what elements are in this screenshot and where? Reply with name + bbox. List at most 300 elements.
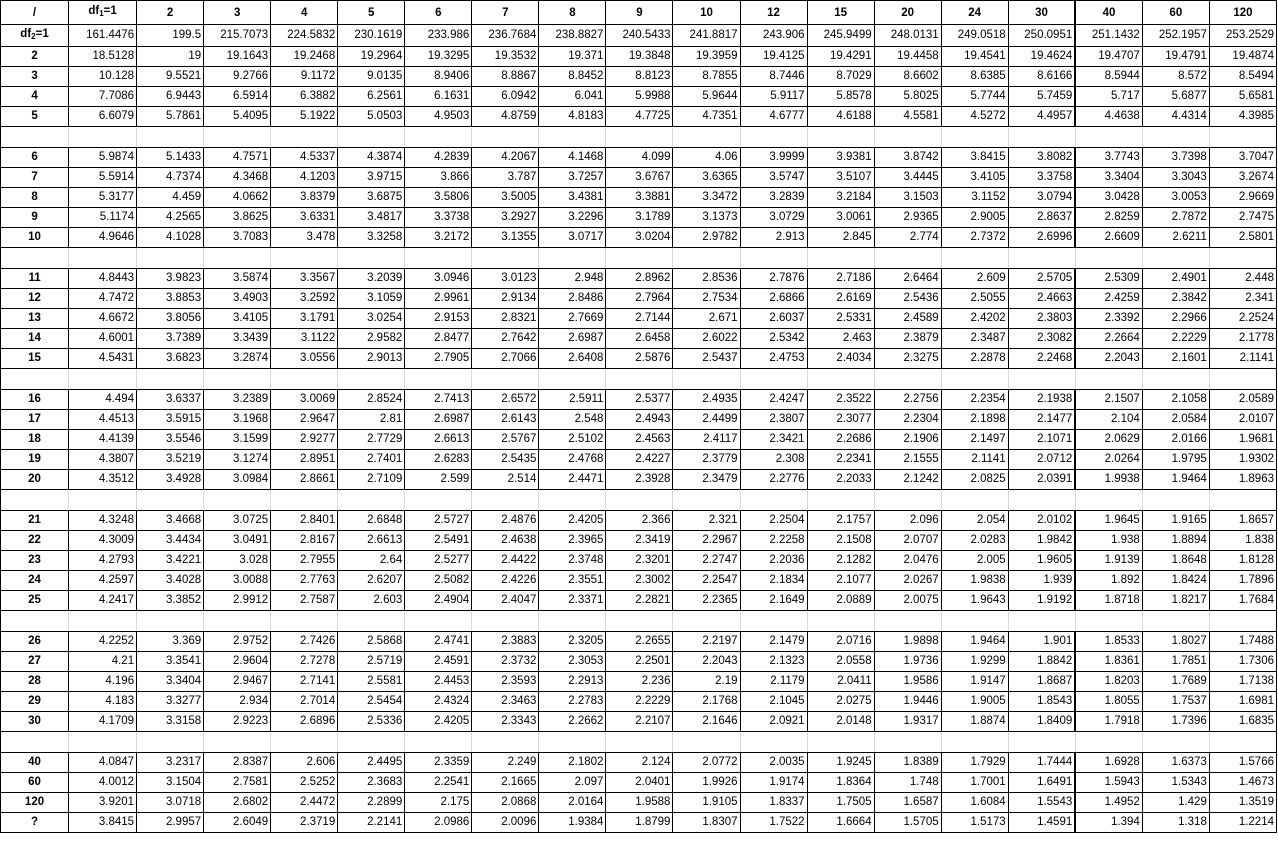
table-cell: 3.4105 bbox=[941, 168, 1008, 188]
table-cell: 1.7505 bbox=[807, 793, 874, 813]
table-cell: 3.3758 bbox=[1008, 168, 1075, 188]
table-cell: 2.5868 bbox=[338, 632, 405, 652]
spacer-cell bbox=[405, 490, 472, 511]
spacer-cell bbox=[1142, 611, 1209, 632]
table-cell: 2.0035 bbox=[740, 753, 807, 773]
table-cell: 2.3479 bbox=[673, 470, 740, 490]
table-cell: 3.0718 bbox=[137, 793, 204, 813]
table-cell: 3.5219 bbox=[137, 450, 204, 470]
table-cell: 2.3842 bbox=[1142, 289, 1209, 309]
table-cell: 2.2686 bbox=[807, 430, 874, 450]
col-header: 9 bbox=[606, 1, 673, 25]
table-cell: 2.4563 bbox=[606, 430, 673, 450]
table-cell: 2.7186 bbox=[807, 269, 874, 289]
table-cell: 2.6022 bbox=[673, 329, 740, 349]
table-cell: 4.2793 bbox=[69, 551, 137, 571]
col-header-first-sub: 1 bbox=[99, 9, 104, 18]
table-cell: 2.609 bbox=[941, 269, 1008, 289]
row-label: 14 bbox=[1, 329, 69, 349]
spacer-cell bbox=[271, 127, 338, 148]
table-row bbox=[1, 25, 1277, 47]
table-cell: 2.6049 bbox=[204, 813, 271, 833]
table-cell: 3.3567 bbox=[271, 269, 338, 289]
table-cell: 2.4768 bbox=[539, 450, 606, 470]
table-cell: 3.3277 bbox=[137, 692, 204, 712]
table-cell: 19.4624 bbox=[1008, 47, 1075, 67]
row-label: 120 bbox=[1, 793, 69, 813]
table-cell: 2.7669 bbox=[539, 309, 606, 329]
table-cell: 2.6609 bbox=[1075, 228, 1142, 248]
spacer-cell bbox=[137, 369, 204, 390]
table-cell: 2.9961 bbox=[405, 289, 472, 309]
table-cell: 2.64 bbox=[338, 551, 405, 571]
spacer-cell bbox=[69, 248, 137, 269]
table-cell: 4.1468 bbox=[539, 148, 606, 168]
table-cell: 2.4638 bbox=[472, 531, 539, 551]
table-cell: 1.9645 bbox=[1075, 511, 1142, 531]
row-label: 9 bbox=[1, 208, 69, 228]
table-cell: 3.2317 bbox=[137, 753, 204, 773]
table-cell: 3.0946 bbox=[405, 269, 472, 289]
table-cell: 2.2033 bbox=[807, 470, 874, 490]
table-cell: 1.6981 bbox=[1209, 692, 1276, 712]
spacer-cell bbox=[673, 248, 740, 269]
table-row bbox=[1, 551, 1277, 571]
table-row bbox=[1, 692, 1277, 712]
row-label: 24 bbox=[1, 571, 69, 591]
table-cell: 3.7398 bbox=[1142, 148, 1209, 168]
table-cell: 1.9588 bbox=[606, 793, 673, 813]
row-label: 3 bbox=[1, 67, 69, 87]
table-cell: 2.1141 bbox=[1209, 349, 1276, 369]
table-cell: 1.9736 bbox=[874, 652, 941, 672]
col-header: 10 bbox=[673, 1, 740, 25]
table-row bbox=[1, 289, 1277, 309]
table-cell: 2.7955 bbox=[271, 551, 338, 571]
table-cell: 3.3472 bbox=[673, 188, 740, 208]
table-cell: 1.6491 bbox=[1008, 773, 1075, 793]
table-cell: 251.1432 bbox=[1075, 25, 1142, 47]
table-cell: 1.8842 bbox=[1008, 652, 1075, 672]
table-cell: 2.2899 bbox=[338, 793, 405, 813]
row-label: ? bbox=[1, 813, 69, 833]
table-cell: 4.7725 bbox=[606, 107, 673, 127]
table-cell: 2.321 bbox=[673, 511, 740, 531]
table-cell: 2.3487 bbox=[941, 329, 1008, 349]
table-cell: 2.4943 bbox=[606, 410, 673, 430]
table-cell: 2.7109 bbox=[338, 470, 405, 490]
row-label-sub: 2 bbox=[31, 32, 36, 41]
table-cell: 2.4499 bbox=[673, 410, 740, 430]
table-row bbox=[1, 632, 1277, 652]
table-cell: 3.1503 bbox=[874, 188, 941, 208]
table-cell: 2.4117 bbox=[673, 430, 740, 450]
table-cell: 3.2927 bbox=[472, 208, 539, 228]
table-cell: 4.7472 bbox=[69, 289, 137, 309]
table-cell: 1.7396 bbox=[1142, 712, 1209, 732]
table-cell: 1.7488 bbox=[1209, 632, 1276, 652]
table-cell: 2.2756 bbox=[874, 390, 941, 410]
table-cell: 8.9406 bbox=[405, 67, 472, 87]
table-cell: 4.494 bbox=[69, 390, 137, 410]
spacer-cell bbox=[1008, 490, 1075, 511]
table-cell: 2.4259 bbox=[1075, 289, 1142, 309]
table-cell: 2.448 bbox=[1209, 269, 1276, 289]
table-cell: 243.906 bbox=[740, 25, 807, 47]
table-cell: 6.3882 bbox=[271, 87, 338, 107]
group-spacer-row bbox=[1, 248, 1277, 269]
table-cell: 2.2504 bbox=[740, 511, 807, 531]
table-cell: 1.8128 bbox=[1209, 551, 1276, 571]
table-cell: 2.606 bbox=[271, 753, 338, 773]
table-cell: 8.5944 bbox=[1075, 67, 1142, 87]
table-cell: 2.4047 bbox=[472, 591, 539, 611]
table-cell: 6.2561 bbox=[338, 87, 405, 107]
table-cell: 2.7401 bbox=[338, 450, 405, 470]
table-cell: 3.3158 bbox=[137, 712, 204, 732]
table-cell: 1.8533 bbox=[1075, 632, 1142, 652]
table-cell: 3.6823 bbox=[137, 349, 204, 369]
table-cell: 1.7896 bbox=[1209, 571, 1276, 591]
spacer-cell bbox=[69, 732, 137, 753]
spacer-cell bbox=[539, 490, 606, 511]
table-cell: 215.7073 bbox=[204, 25, 271, 47]
table-cell: 2.2141 bbox=[338, 813, 405, 833]
table-cell: 4.4513 bbox=[69, 410, 137, 430]
table-cell: 4.5272 bbox=[941, 107, 1008, 127]
table-cell: 1.9643 bbox=[941, 591, 1008, 611]
table-cell: 3.1274 bbox=[204, 450, 271, 470]
spacer-cell bbox=[807, 248, 874, 269]
table-cell: 2.7014 bbox=[271, 692, 338, 712]
table-cell: 3.6767 bbox=[606, 168, 673, 188]
spacer-cell bbox=[941, 127, 1008, 148]
table-cell: 3.478 bbox=[271, 228, 338, 248]
row-label: 10 bbox=[1, 228, 69, 248]
table-cell: 2.8951 bbox=[271, 450, 338, 470]
table-cell: 10.128 bbox=[69, 67, 137, 87]
table-cell: 3.3738 bbox=[405, 208, 472, 228]
table-row bbox=[1, 591, 1277, 611]
spacer-cell bbox=[874, 490, 941, 511]
table-cell: 1.7138 bbox=[1209, 672, 1276, 692]
table-cell: 3.7047 bbox=[1209, 148, 1276, 168]
table-cell: 3.3852 bbox=[137, 591, 204, 611]
table-cell: 3.1504 bbox=[137, 773, 204, 793]
spacer-cell bbox=[874, 127, 941, 148]
table-row bbox=[1, 571, 1277, 591]
table-cell: 4.7374 bbox=[137, 168, 204, 188]
spacer-cell bbox=[606, 490, 673, 511]
table-cell: 1.8307 bbox=[673, 813, 740, 833]
table-cell: 2.1649 bbox=[740, 591, 807, 611]
table-cell: 224.5832 bbox=[271, 25, 338, 47]
spacer-cell bbox=[405, 369, 472, 390]
table-cell: 7.7086 bbox=[69, 87, 137, 107]
spacer-cell bbox=[472, 369, 539, 390]
table-cell: 5.7459 bbox=[1008, 87, 1075, 107]
spacer-cell bbox=[204, 611, 271, 632]
table-row bbox=[1, 228, 1277, 248]
table-cell: 1.8217 bbox=[1142, 591, 1209, 611]
table-cell: 19.371 bbox=[539, 47, 606, 67]
table-cell: 1.7306 bbox=[1209, 652, 1276, 672]
table-cell: 1.9165 bbox=[1142, 511, 1209, 531]
table-cell: 4.8443 bbox=[69, 269, 137, 289]
table-cell: 2.6458 bbox=[606, 329, 673, 349]
table-cell: 2.3522 bbox=[807, 390, 874, 410]
table-cell: 3.3258 bbox=[338, 228, 405, 248]
table-cell: 2.5581 bbox=[338, 672, 405, 692]
table-cell: 1.7918 bbox=[1075, 712, 1142, 732]
table-cell: 3.2592 bbox=[271, 289, 338, 309]
table-cell: 1.9302 bbox=[1209, 450, 1276, 470]
table-cell: 3.2839 bbox=[740, 188, 807, 208]
spacer-cell bbox=[204, 732, 271, 753]
table-cell: 5.7744 bbox=[941, 87, 1008, 107]
table-cell: 1.8409 bbox=[1008, 712, 1075, 732]
table-cell: 2.1768 bbox=[673, 692, 740, 712]
table-cell: 2.2655 bbox=[606, 632, 673, 652]
col-header-first-prefix: df bbox=[88, 5, 100, 17]
table-cell: 2.6211 bbox=[1142, 228, 1209, 248]
table-cell: 1.6587 bbox=[874, 793, 941, 813]
table-cell: 2.1179 bbox=[740, 672, 807, 692]
table-cell: 4.6672 bbox=[69, 309, 137, 329]
col-header: 120 bbox=[1209, 1, 1276, 25]
table-cell: 5.9117 bbox=[740, 87, 807, 107]
table-cell: 2.1071 bbox=[1008, 430, 1075, 450]
table-cell: 161.4476 bbox=[69, 25, 137, 47]
row-label: 26 bbox=[1, 632, 69, 652]
table-cell: 1.9605 bbox=[1008, 551, 1075, 571]
table-cell: 2.5801 bbox=[1209, 228, 1276, 248]
table-cell: 2.1906 bbox=[874, 430, 941, 450]
table-cell: 5.5914 bbox=[69, 168, 137, 188]
table-cell: 2.4591 bbox=[405, 652, 472, 672]
table-cell: 3.0088 bbox=[204, 571, 271, 591]
table-cell: 5.8025 bbox=[874, 87, 941, 107]
table-cell: 4.2252 bbox=[69, 632, 137, 652]
table-cell: 1.9299 bbox=[941, 652, 1008, 672]
table-cell: 2.8486 bbox=[539, 289, 606, 309]
spacer-cell bbox=[69, 369, 137, 390]
spacer-cell bbox=[1075, 732, 1142, 753]
table-row bbox=[1, 148, 1277, 168]
col-header: 12 bbox=[740, 1, 807, 25]
table-cell: 4.06 bbox=[673, 148, 740, 168]
table-cell: 4.7351 bbox=[673, 107, 740, 127]
table-cell: 2.6283 bbox=[405, 450, 472, 470]
table-cell: 4.2067 bbox=[472, 148, 539, 168]
table-row bbox=[1, 450, 1277, 470]
table-cell: 2.3421 bbox=[740, 430, 807, 450]
spacer-cell bbox=[740, 369, 807, 390]
table-cell: 2.0921 bbox=[740, 712, 807, 732]
table-cell: 2.6613 bbox=[338, 531, 405, 551]
table-cell: 2.2043 bbox=[673, 652, 740, 672]
table-cell: 1.9105 bbox=[673, 793, 740, 813]
spacer-cell bbox=[1209, 248, 1276, 269]
table-cell: 3.3439 bbox=[204, 329, 271, 349]
spacer-cell bbox=[338, 369, 405, 390]
group-spacer-row bbox=[1, 732, 1277, 753]
table-cell: 5.9874 bbox=[69, 148, 137, 168]
table-cell: 3.1968 bbox=[204, 410, 271, 430]
spacer-cell bbox=[606, 127, 673, 148]
table-cell: 250.0951 bbox=[1008, 25, 1075, 47]
table-cell: 3.1152 bbox=[941, 188, 1008, 208]
table-cell: 1.8687 bbox=[1008, 672, 1075, 692]
table-row bbox=[1, 410, 1277, 430]
table-cell: 1.9139 bbox=[1075, 551, 1142, 571]
table-cell: 2.6987 bbox=[405, 410, 472, 430]
spacer-cell bbox=[740, 248, 807, 269]
table-cell: 2.81 bbox=[338, 410, 405, 430]
row-label: 16 bbox=[1, 390, 69, 410]
table-cell: 1.8874 bbox=[941, 712, 1008, 732]
table-cell: 2.7278 bbox=[271, 652, 338, 672]
table-cell: 2.5336 bbox=[338, 712, 405, 732]
table-cell: 4.1028 bbox=[137, 228, 204, 248]
table-cell: 1.3519 bbox=[1209, 793, 1276, 813]
table-cell: 2.8536 bbox=[673, 269, 740, 289]
table-cell: 2.6866 bbox=[740, 289, 807, 309]
table-cell: 4.9646 bbox=[69, 228, 137, 248]
table-cell: 2.4901 bbox=[1142, 269, 1209, 289]
table-cell: 2.2229 bbox=[1142, 329, 1209, 349]
table-cell: 2.7763 bbox=[271, 571, 338, 591]
table-cell: 2.9912 bbox=[204, 591, 271, 611]
table-cell: 5.3177 bbox=[69, 188, 137, 208]
table-cell: 3.2874 bbox=[204, 349, 271, 369]
table-cell: 3.1599 bbox=[204, 430, 271, 450]
table-cell: 5.9988 bbox=[606, 87, 673, 107]
table-cell: 3.028 bbox=[204, 551, 271, 571]
group-spacer-row bbox=[1, 490, 1277, 511]
table-cell: 1.8364 bbox=[807, 773, 874, 793]
table-cell: 2.4034 bbox=[807, 349, 874, 369]
spacer-cell bbox=[1008, 611, 1075, 632]
table-cell: 2.2913 bbox=[539, 672, 606, 692]
table-cell: 3.4221 bbox=[137, 551, 204, 571]
table-cell: 4.4957 bbox=[1008, 107, 1075, 127]
table-cell: 2.366 bbox=[606, 511, 673, 531]
table-cell: 2.5055 bbox=[941, 289, 1008, 309]
table-cell: 248.0131 bbox=[874, 25, 941, 47]
table-cell: 2.4589 bbox=[874, 309, 941, 329]
col-header: 60 bbox=[1142, 1, 1209, 25]
table-cell: 2.9604 bbox=[204, 652, 271, 672]
table-row bbox=[1, 329, 1277, 349]
table-row bbox=[1, 47, 1277, 67]
table-cell: 1.8424 bbox=[1142, 571, 1209, 591]
table-cell: 2.3883 bbox=[472, 632, 539, 652]
spacer-cell bbox=[807, 127, 874, 148]
table-cell: 3.7743 bbox=[1075, 148, 1142, 168]
col-header: 40 bbox=[1075, 1, 1142, 25]
table-cell: 2.6848 bbox=[338, 511, 405, 531]
table-cell: 2.0102 bbox=[1008, 511, 1075, 531]
table-cell: 3.8415 bbox=[69, 813, 137, 833]
table-cell: 2.1938 bbox=[1008, 390, 1075, 410]
table-cell: 3.1791 bbox=[271, 309, 338, 329]
table-cell: 2.4205 bbox=[405, 712, 472, 732]
row-label bbox=[1, 25, 69, 47]
table-cell: 2.4226 bbox=[472, 571, 539, 591]
table-cell: 2.4495 bbox=[338, 753, 405, 773]
table-cell: 3.6337 bbox=[137, 390, 204, 410]
table-cell: 2.3419 bbox=[606, 531, 673, 551]
table-cell: 3.8415 bbox=[941, 148, 1008, 168]
table-cell: 2.3593 bbox=[472, 672, 539, 692]
table-cell: 2.3928 bbox=[606, 470, 673, 490]
table-cell: 3.9381 bbox=[807, 148, 874, 168]
table-cell: 2.6037 bbox=[740, 309, 807, 329]
table-cell: 2.9957 bbox=[137, 813, 204, 833]
table-cell: 1.429 bbox=[1142, 793, 1209, 813]
table-cell: 8.572 bbox=[1142, 67, 1209, 87]
table-row bbox=[1, 309, 1277, 329]
table-cell: 1.318 bbox=[1142, 813, 1209, 833]
table-row bbox=[1, 349, 1277, 369]
table-cell: 3.0984 bbox=[204, 470, 271, 490]
table-cell: 1.5766 bbox=[1209, 753, 1276, 773]
table-cell: 1.5943 bbox=[1075, 773, 1142, 793]
table-cell: 4.7571 bbox=[204, 148, 271, 168]
table-cell: 4.3985 bbox=[1209, 107, 1276, 127]
table-cell: 1.9938 bbox=[1075, 470, 1142, 490]
spacer-cell bbox=[137, 490, 204, 511]
table-cell: 1.748 bbox=[874, 773, 941, 793]
table-cell: 2.5377 bbox=[606, 390, 673, 410]
table-cell: 2.0868 bbox=[472, 793, 539, 813]
table-cell: 8.6166 bbox=[1008, 67, 1075, 87]
table-cell: 1.8203 bbox=[1075, 672, 1142, 692]
table-cell: 3.5874 bbox=[204, 269, 271, 289]
spacer-cell bbox=[539, 127, 606, 148]
spacer-cell bbox=[271, 611, 338, 632]
table-cell: 2.8387 bbox=[204, 753, 271, 773]
table-cell: 1.9174 bbox=[740, 773, 807, 793]
spacer-cell bbox=[204, 369, 271, 390]
table-cell: 2.463 bbox=[807, 329, 874, 349]
table-cell: 18.5128 bbox=[69, 47, 137, 67]
table-cell: 5.0503 bbox=[338, 107, 405, 127]
table-row bbox=[1, 753, 1277, 773]
table-row bbox=[1, 531, 1277, 551]
spacer-cell bbox=[539, 248, 606, 269]
table-cell: 3.6365 bbox=[673, 168, 740, 188]
corner-label: / bbox=[1, 1, 69, 25]
spacer-cell bbox=[673, 369, 740, 390]
table-cell: 2.308 bbox=[740, 450, 807, 470]
table-cell: 2.054 bbox=[941, 511, 1008, 531]
table-cell: 2.0986 bbox=[405, 813, 472, 833]
table-cell: 5.8578 bbox=[807, 87, 874, 107]
table-cell: 1.8657 bbox=[1209, 511, 1276, 531]
table-cell: 2.0476 bbox=[874, 551, 941, 571]
table-cell: 3.2674 bbox=[1209, 168, 1276, 188]
table-cell: 2.0712 bbox=[1008, 450, 1075, 470]
table-cell: 1.9005 bbox=[941, 692, 1008, 712]
table-cell: 2.6143 bbox=[472, 410, 539, 430]
table-cell: 3.7257 bbox=[539, 168, 606, 188]
table-cell: 4.4638 bbox=[1075, 107, 1142, 127]
spacer-cell bbox=[271, 732, 338, 753]
table-cell: 1.9446 bbox=[874, 692, 941, 712]
table-cell: 2.4741 bbox=[405, 632, 472, 652]
